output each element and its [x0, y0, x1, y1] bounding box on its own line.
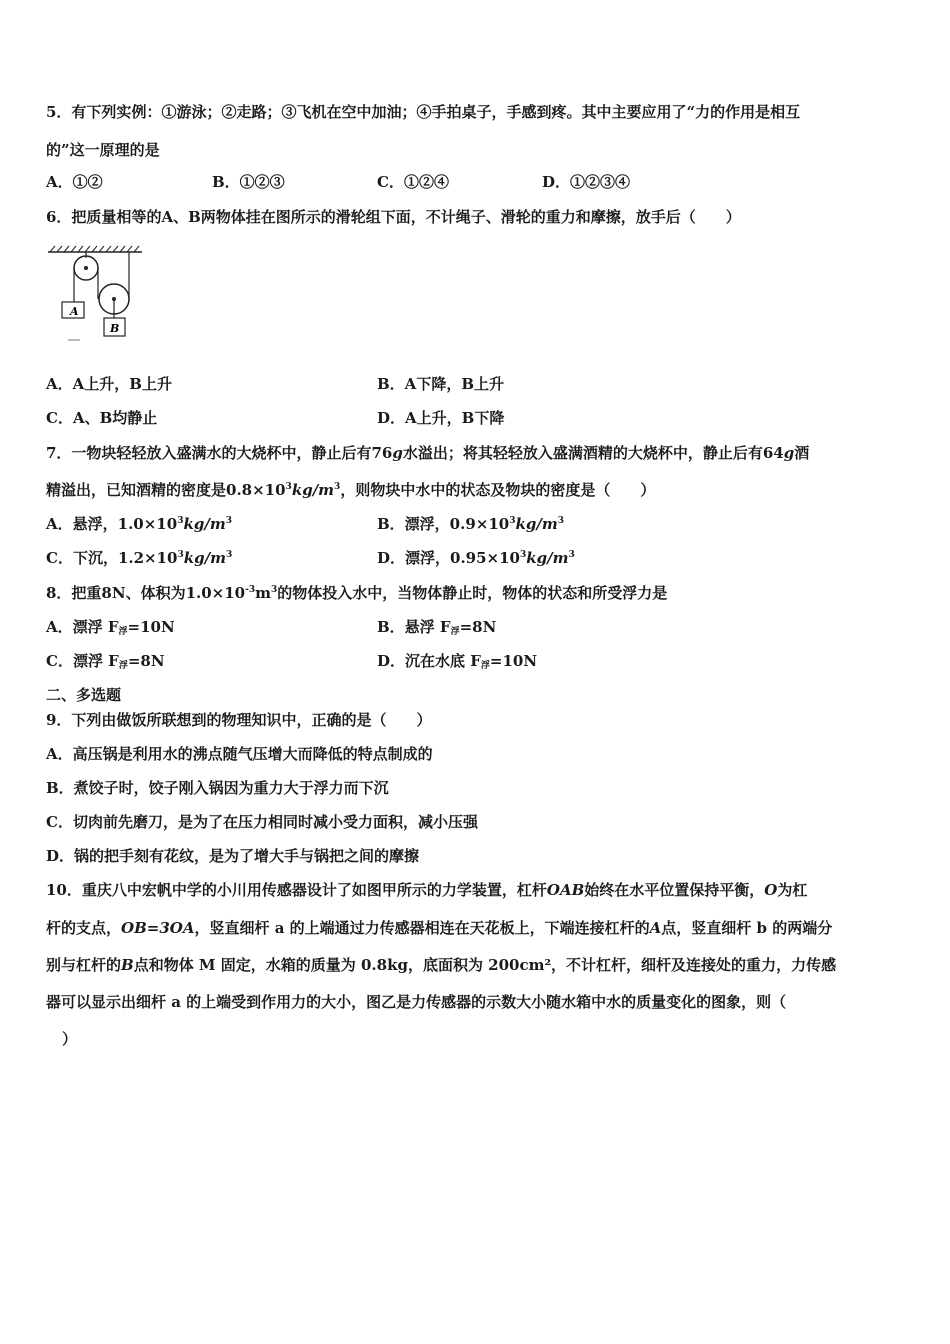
pulley-system-figure	[46, 236, 156, 348]
q7-stem-line1: 7．一物块轻轻放入盛满水的大烧杯中，静止后有76g水溢出；将其轻轻放入盛满酒精的大烧杯中，静止后有64g酒	[46, 444, 810, 462]
q7-option-a: A．悬浮，$1.0\times 10^3kg/m^3$	[46, 515, 232, 533]
block-b-label: B	[110, 322, 120, 335]
q10-stem-line2: 杆的支点，OB=3OA，竖直细杆 a 的上端通过力传感器相连在天花板上，下端连接杠杆的A点，竖直细杆 b 的两端分	[46, 919, 833, 937]
q5-option-a: A．①②	[46, 173, 103, 191]
q7-option-b: B．漂浮，$0.9\times 10^3kg/m^3$	[377, 515, 564, 533]
block-a-label: A	[70, 305, 79, 318]
q8-stem: 8．把重8N、体积为$1.0\times 10^{-3}m^3$的物体投入水中，当物体静止时，物体的状态和所受浮力是	[46, 584, 668, 602]
q5-stem-line2: 的”这一原理的是	[46, 141, 160, 159]
q7-option-c: C．下沉，$1.2\times 10^3kg/m^3$	[46, 549, 233, 567]
q10-stem-line5: ）	[62, 1030, 78, 1048]
q6-stem: 6．把质量相等的A、B两物体挂在图所示的滑轮组下面，不计绳子、滑轮的重力和摩擦，放手后（ ）	[46, 208, 741, 226]
q10-stem-line1: 10．重庆八中宏帆中学的小川用传感器设计了如图甲所示的力学装置，杠杆OAB始终在水平位置保持平衡，O为杠	[46, 881, 808, 899]
q8-option-d: D．沉在水底 $F_浮=10N$	[377, 652, 538, 671]
q7-stem-line2: 精溢出，已知酒精的密度是$0.8\times 10^3kg/m^3$，则物块中水中的状态及物块的密度是（ ）	[46, 481, 656, 499]
q9-option-c: C．切肉前先磨刀，是为了在压力相同时减小受力面积，减小压强	[46, 813, 478, 831]
q5-option-c: C．①②④	[377, 173, 449, 191]
q9-option-a: A．高压锅是利用水的沸点随气压增大而降低的特点制成的	[46, 745, 433, 763]
q6-option-c: C．A、B均静止	[46, 409, 158, 427]
q7-option-d: D．漂浮，$0.95\times 10^3kg/m^3$	[377, 549, 575, 567]
q9-option-b: B．煮饺子时，饺子刚入锅因为重力大于浮力而下沉	[46, 779, 389, 797]
q5-stem-line1: 5．有下列实例：①游泳；②走路；③飞机在空中加油；④手拍桌子，手感到疼。其中主要应用了“力的作用是相互	[46, 103, 801, 121]
q8-option-a: A．漂浮 $F_浮=10N$	[46, 618, 175, 637]
q5-option-b: B．①②③	[212, 173, 285, 191]
q10-stem-line3: 别与杠杆的B点和物体 M 固定，水箱的质量为 0.8kg，底面积为 200cm²，不计杠杆，细杆及连接处的重力，力传感	[46, 956, 837, 974]
q6-option-a: A．A上升，B上升	[46, 375, 172, 393]
q6-option-b: B．A下降，B上升	[377, 375, 504, 393]
q9-stem: 9．下列由做饭所联想到的物理知识中，正确的是（ ）	[46, 711, 432, 729]
q6-option-d: D．A上升，B下降	[377, 409, 505, 427]
q10-stem-line4: 器可以显示出细杆 a 的上端受到作用力的大小，图乙是力传感器的示数大小随水箱中水的质量变化的图象，则（	[46, 993, 787, 1011]
q9-option-d: D．锅的把手刻有花纹，是为了增大手与锅把之间的摩擦	[46, 847, 420, 865]
q8-option-c: C．漂浮 $F_浮=8N$	[46, 652, 165, 671]
q8-option-b: B．悬浮 $F_浮=8N$	[377, 618, 497, 637]
section-heading-multiple-choice: 二、多选题	[46, 686, 122, 704]
q5-option-d: D．①②③④	[542, 173, 631, 191]
